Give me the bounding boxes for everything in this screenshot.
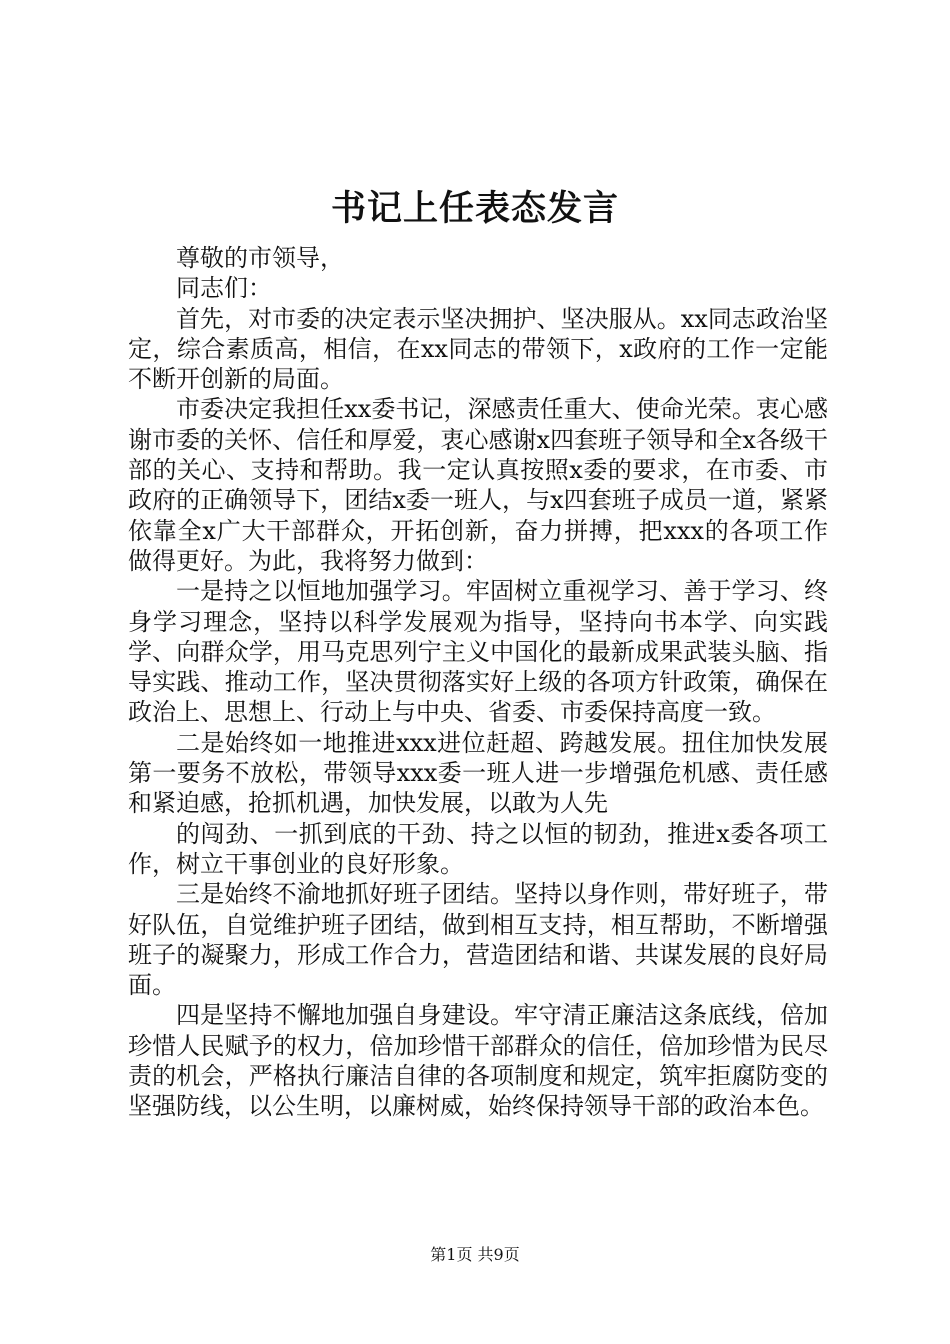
salutation-leaders: 尊敬的市领导， — [176, 244, 344, 272]
salutation-comrades: 同志们： — [176, 274, 272, 303]
paragraph-point-three: 三是始终不渝地抓好班子团结。坚持以身作则，带好班子，带好队伍，自觉维护班子团结，做到相互支持，相互帮助，不断增强班子的凝聚力，形成工作合力，营造团结和谐、共谋发展的良好局面。 — [128, 880, 828, 1000]
paragraph-point-two: 二是始终如一地推进xxx进位赶超、跨越发展。扭住加快发展第一要务不放松，带领导xxx委一班人进一步增强危机感、责任感和紧迫感，抢抓机遇，加快发展，以敢为人先 — [128, 728, 828, 818]
page-number-footer: 第1页 共9页 — [430, 1245, 520, 1264]
paragraph-appointment: 市委决定我担任xx委书记，深感责任重大、使命光荣。衷心感谢市委的关怀、信任和厚爱，衷心感谢x四套班子领导和全x各级干部的关心、支持和帮助。我一定认真按照x委的要求，在市委、市政府的正确领导下，团结x委一班人，与x四套班子成员一道，紧紧依靠全x广大干部群众，开拓创新，奋力拼搏，把xxx的各项工作做得更好。为此，我将努力做到： — [128, 395, 828, 575]
document-body — [128, 243, 828, 1122]
paragraph-point-one: 一是持之以恒地加强学习。牢固树立重视学习、善于学习、终身学习理念，坚持以科学发展观为指导，坚持向书本学、向实践学、向群众学，用马克思列宁主义中国化的最新成果武装头脑、指导实践、推动工作，坚决贯彻落实好上级的各项方针政策，确保在政治上、思想上、行动上与中央、省委、市委保持高度一致。 — [128, 577, 828, 727]
paragraph-support: 首先，对市委的决定表示坚决拥护、坚决服从。xx同志政治坚定，综合素质高，相信，在xx同志的带领下，x政府的工作一定能不断开创新的局面。 — [128, 304, 828, 394]
paragraph-point-two-continued: 的闯劲、一抓到底的干劲、持之以恒的韧劲，推进x委各项工作，树立干事创业的良好形象。 — [128, 819, 828, 878]
document-title: 书记上任表态发言 — [330, 188, 619, 229]
paragraph-point-four: 四是坚持不懈地加强自身建设。牢守清正廉洁这条底线，倍加珍惜人民赋予的权力，倍加珍惜干部群众的信任，倍加珍惜为民尽责的机会，严格执行廉洁自律的各项制度和规定，筑牢拒腐防变的坚强防线，以公生明，以廉树威，始终保持领导干部的政治本色。 — [128, 1001, 828, 1121]
